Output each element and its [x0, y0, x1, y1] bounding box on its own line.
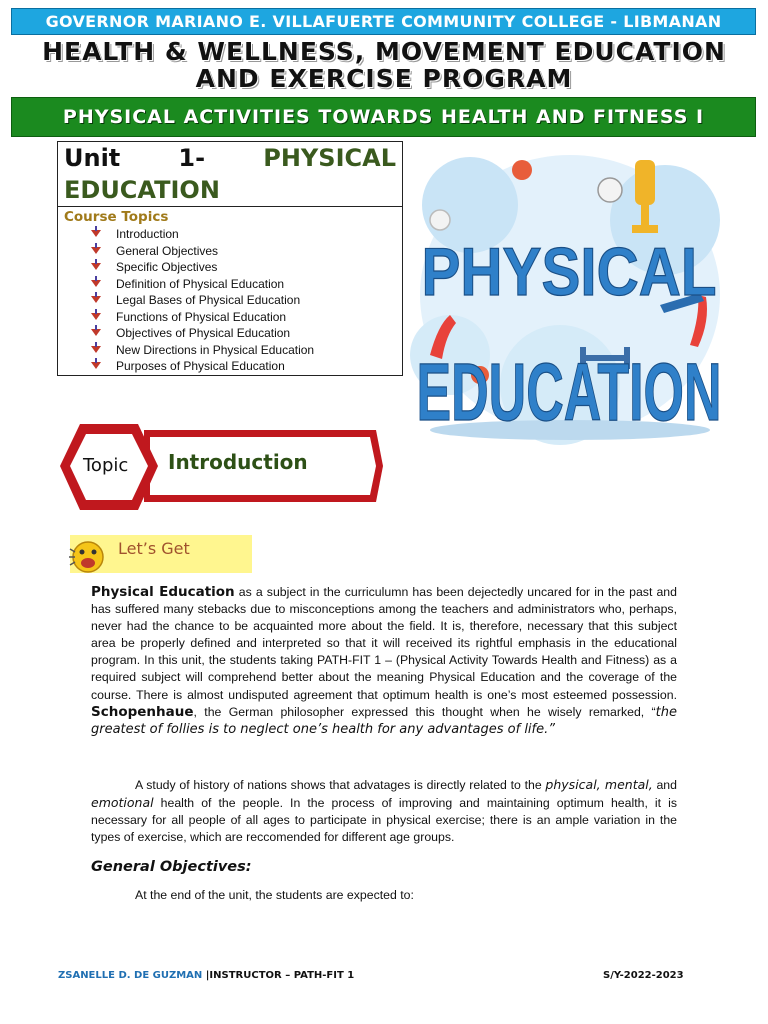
- list-item: Introduction: [88, 226, 396, 243]
- intro-paragraph-2: [91, 776, 677, 846]
- list-item: Functions of Physical Education: [88, 309, 396, 326]
- philosopher-name: Schopenhaue: [91, 703, 194, 720]
- instructor-role: |INSTRUCTOR – PATH-FIT 1: [205, 970, 355, 981]
- intro-text: as a subject in the curriculumn has been dejectedly uncared for in the past and has suffered many stebacks due to misconceptions among the teachers and administrators who, perhaps, never had the chance to be acquainted more about the field. It is, therefore, necessary that this subject area be properly defined and interpreted so that it will received its rightful emphasis in the educational program. In this unit, the students taking PATH-FIT 1 – (Physical Activity Towards Health and Fitness) as a required subject will comprehend better about the meaning Physical Education and the coverage of the course. There is almost undisputed agreement that optimum health is one’s most esteemed possession.: [91, 585, 677, 702]
- artwork-word-education: EDUCATION: [416, 347, 722, 438]
- arrow-down-icon: [91, 263, 101, 270]
- arrow-down-icon: [91, 313, 101, 320]
- arrow-down-icon: [91, 362, 101, 369]
- intro-text: and: [652, 778, 677, 792]
- list-item: Definition of Physical Education: [88, 276, 396, 293]
- course-topics-heading: Course Topics: [64, 209, 169, 225]
- intro-text: health of the people. In the process of improving and maintaining optimum health, it is necessary for all people of all ages to participate in physical exercise; there is an ample variation in the types of exercise, which are reccomended for different age groups.: [91, 796, 677, 845]
- list-item: Specific Objectives: [88, 259, 396, 276]
- arrow-down-icon: [91, 230, 101, 237]
- intro-paragraph-1: [91, 584, 677, 738]
- footer-school-year: S/Y-2022-2023: [603, 970, 684, 981]
- unit-title-word2: EDUCATION: [64, 176, 220, 204]
- unit-title-word1: PHYSICAL: [263, 144, 396, 172]
- instructor-name: ZSANELLE D. DE GUZMAN: [58, 970, 203, 981]
- emphasis-text: emotional: [91, 795, 154, 811]
- course-topics-box: [57, 207, 403, 376]
- arrow-down-icon: [91, 280, 101, 287]
- course-banner: PHYSICAL ACTIVITIES TOWARDS HEALTH AND FITNESS I: [11, 97, 756, 137]
- program-title: [0, 38, 768, 92]
- list-item: Legal Bases of Physical Education: [88, 292, 396, 309]
- arrow-down-icon: [91, 247, 101, 254]
- arrow-down-icon: [91, 296, 101, 303]
- course-topics-list: [64, 226, 396, 375]
- term-physical-education: Physical Education: [91, 584, 235, 600]
- lets-get-text: Let’s Get: [118, 539, 190, 558]
- arrow-down-icon: [91, 346, 101, 353]
- artwork-word-physical: PHYSICAL: [421, 234, 717, 310]
- unit-heading-box: [57, 141, 403, 207]
- list-item: General Objectives: [88, 243, 396, 260]
- program-title-line2: AND EXERCISE PROGRAM: [195, 64, 573, 93]
- emphasis-text: physical, mental,: [545, 777, 653, 792]
- physical-education-illustration: [410, 145, 728, 445]
- philosopher-quote: the greatest of follies is to neglect one’s health for any advantages of life.”: [91, 704, 677, 737]
- general-objectives-heading: General Objectives:: [91, 859, 252, 875]
- general-objectives-intro: At the end of the unit, the students are expected to:: [135, 888, 414, 902]
- footer-instructor: [58, 970, 354, 981]
- program-title-line1: HEALTH & WELLNESS, MOVEMENT EDUCATION: [42, 37, 726, 66]
- list-item: New Directions in Physical Education: [88, 342, 396, 359]
- college-banner: GOVERNOR MARIANO E. VILLAFUERTE COMMUNITY COLLEGE - LIBMANAN: [11, 8, 756, 35]
- lets-get-callout: [70, 535, 252, 573]
- arrow-down-icon: [91, 329, 101, 336]
- list-item: Purposes of Physical Education: [88, 358, 396, 375]
- intro-text: , the German philosopher expressed this thought when he wisely remarked, “: [193, 704, 656, 719]
- unit-label: Unit: [64, 144, 121, 172]
- excited-face-icon: [66, 539, 110, 575]
- topic-title: Introduction: [168, 450, 308, 474]
- topic-label: Topic: [83, 455, 129, 476]
- intro-text: A study of history of nations shows that advatages is directly related to the: [135, 778, 546, 792]
- list-item: Objectives of Physical Education: [88, 325, 396, 342]
- unit-number: 1-: [178, 144, 206, 172]
